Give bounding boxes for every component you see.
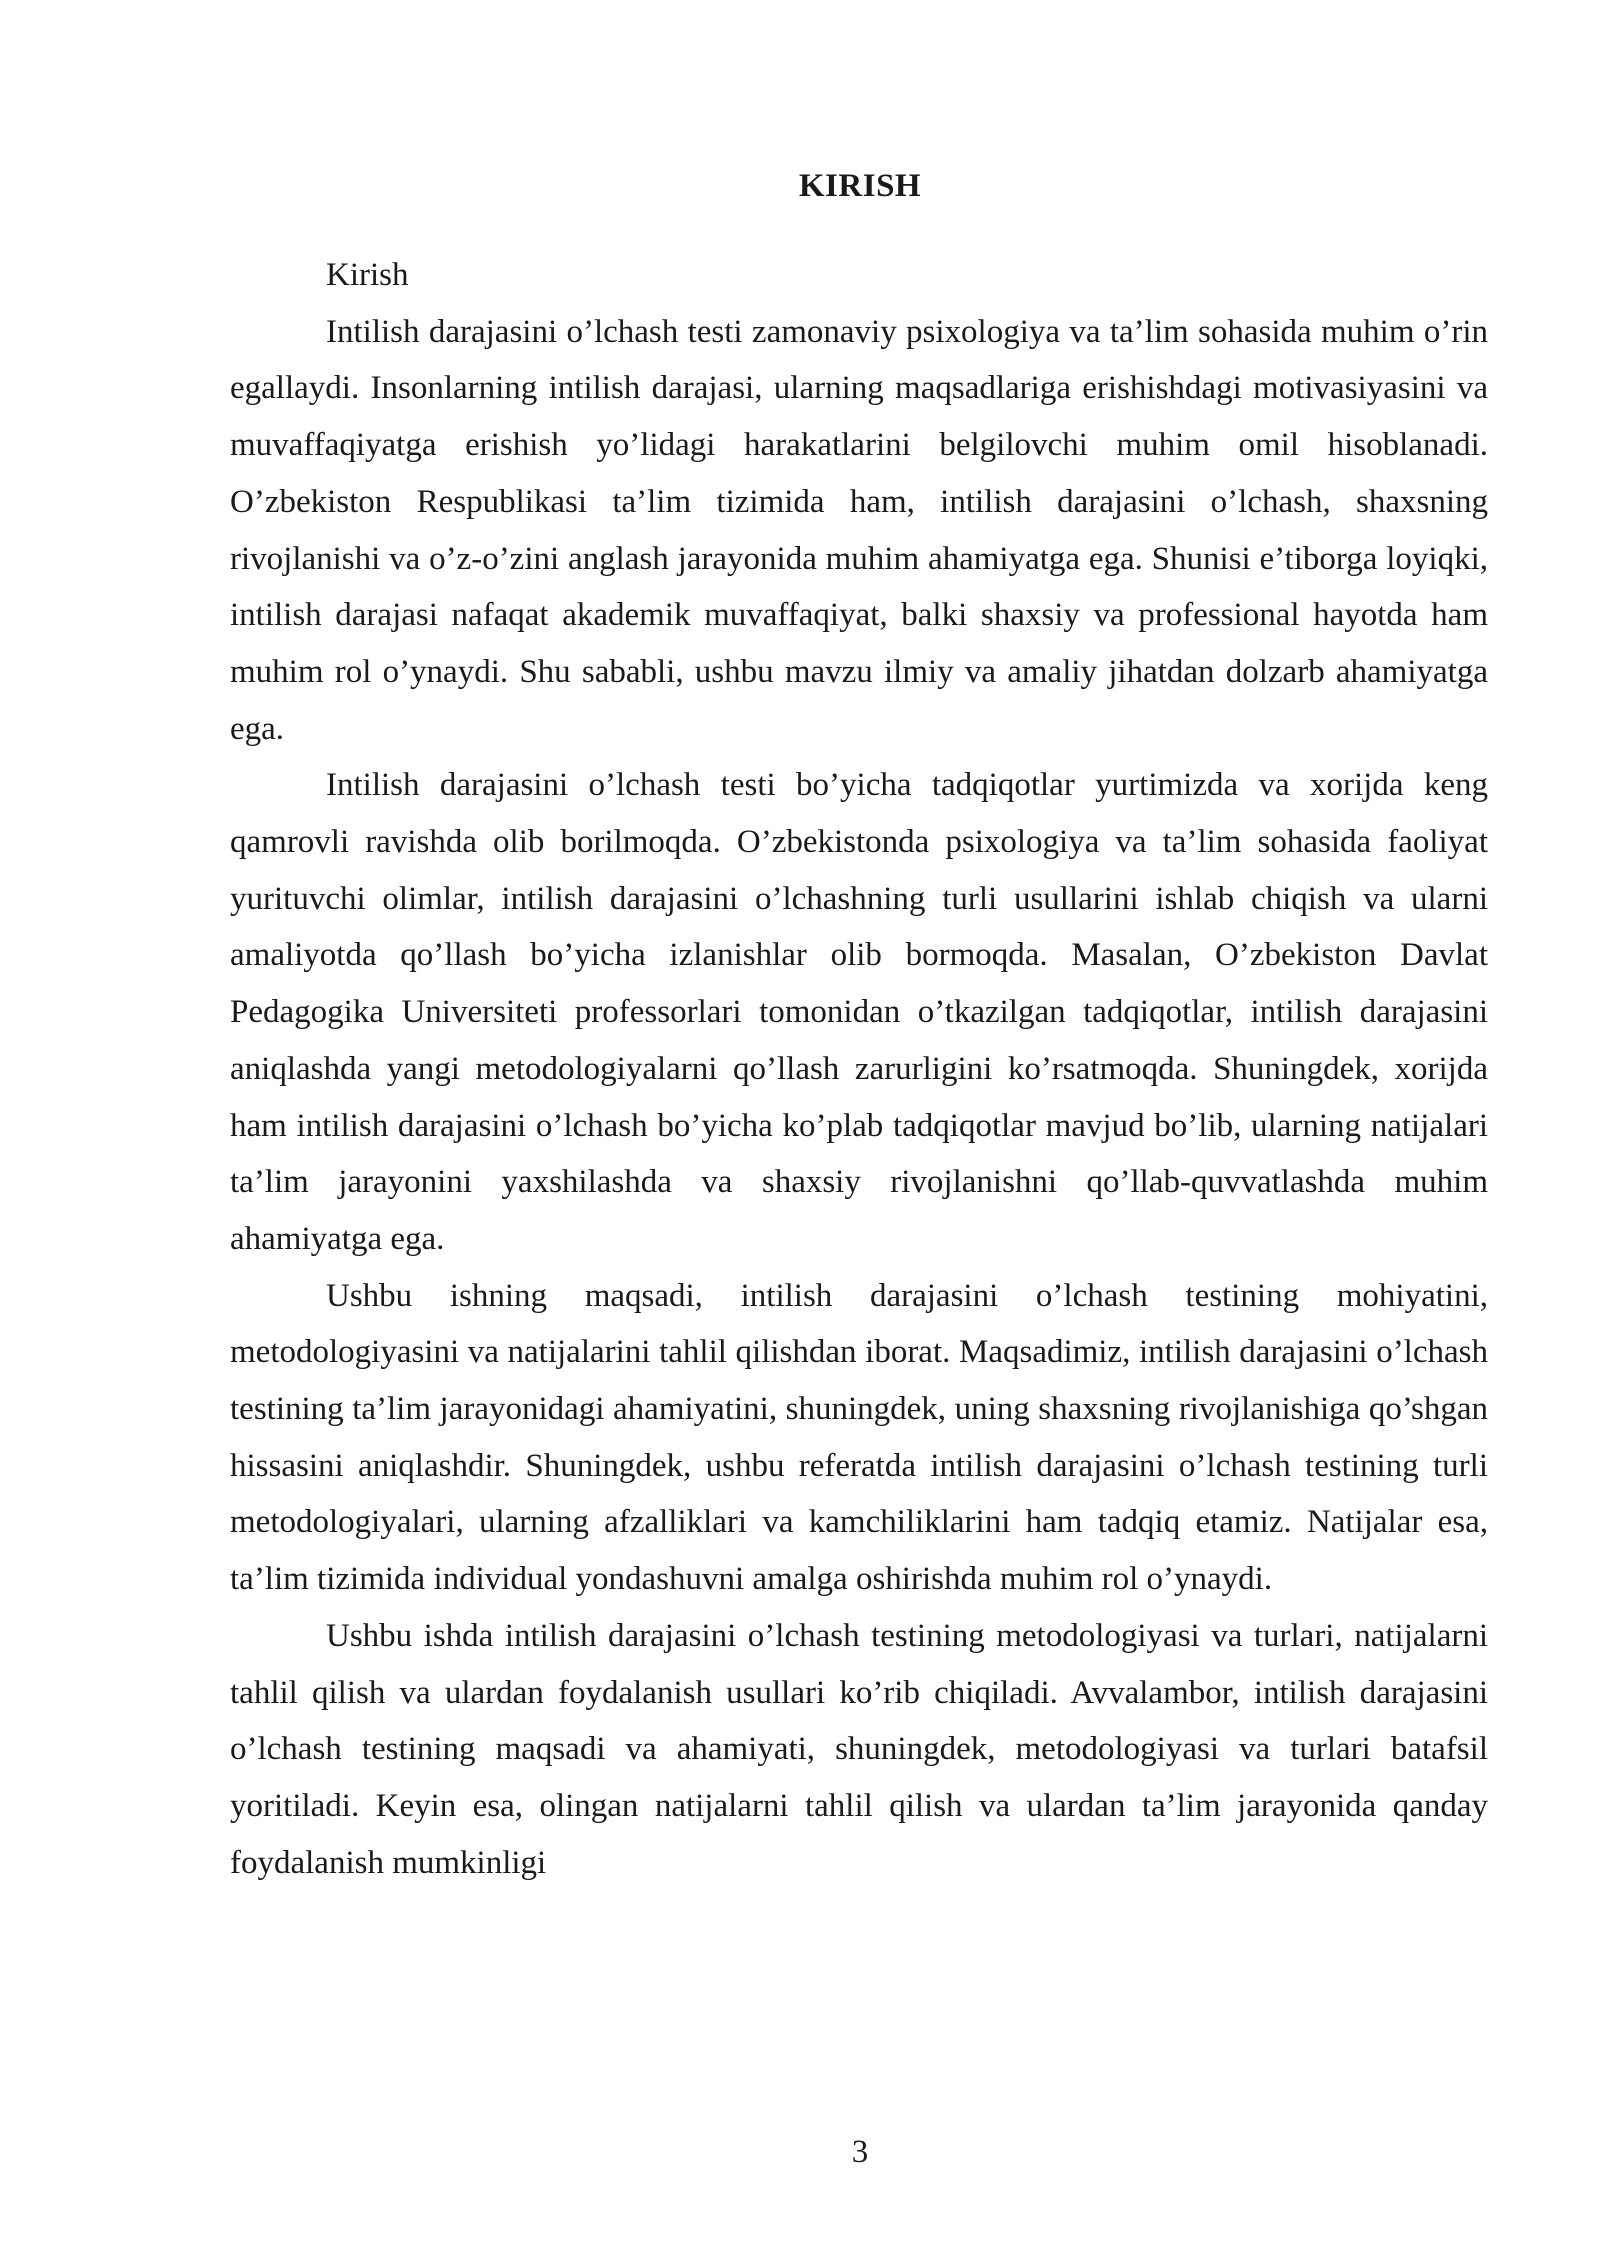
section-heading: KIRISH: [798, 168, 922, 204]
paragraph-1: Intilish darajasini o’lchash testi zamonaviy psixologiya va ta’lim sohasida muhim o’rin egallaydi. Insonlarning intilish darajasi, ularning maqsadlariga erishishdagi motivasiyasini va muvaffaqiyatga erishish yo’lidagi harakatlarini belgilovchi muhim omil hisoblanadi. O’zbekiston Respublikasi ta’lim tizimida ham, intilish darajasini o’lchash, shaxsning rivojlanishi va o’z-o’zini anglash jarayonida muhim ahamiyatga ega. Shunisi e’tiborga loyiqki, intilish darajasi nafaqat akademik muvaffaqiyat, balki shaxsiy va professional hayotda ham muhim rol o’ynaydi. Shu sababli, ushbu mavzu ilmiy va amaliy jihatdan dolzarb ahamiyatga ega.: [230, 313, 1488, 747]
paragraph-2: Intilish darajasini o’lchash testi bo’yicha tadqiqotlar yurtimizda va xorijda keng qamrovli ravishda olib borilmoqda. O’zbekistonda psixologiya va ta’lim sohasida faoliyat yurituvchi olimlar, intilish darajasini o’lchashning turli usullarini ishlab chiqish va ularni amaliyotda qo’llash bo’yicha izlanishlar olib bormoqda. Masalan, O’zbekiston Davlat Pedagogika Universiteti professorlari tomonidan o’tkazilgan tadqiqotlar, intilish darajasini aniqlashda yangi metodologiyalarni qo’llash zarurligini ko’rsatmoqda. Shuningdek, xorijda ham intilish darajasini o’lchash bo’yicha ko’plab tadqiqotlar mavjud bo’lib, ularning natijalari ta’lim jarayonini yaxshilashda va shaxsiy rivojlanishni qo’llab-quvvatlashda muhim ahamiyatga ega.: [230, 767, 1488, 1257]
subheading: Kirish: [326, 257, 409, 293]
paragraph-3: Ushbu ishning maqsadi, intilish darajasini o’lchash testining mohiyatini, metodologiyasini va natijalarini tahlil qilishdan iborat. Maqsadimiz, intilish darajasini o’lchash testining ta’lim jarayonidagi ahamiyatini, shuningdek, uning shaxsning rivojlanishiga qo’shgan hissasini aniqlashdir. Shuningdek, ushbu referatda intilish darajasini o’lchash testining turli metodologiyalari, ularning afzalliklari va kamchiliklarini ham tadqiq etamiz. Natijalar esa, ta’lim tizimida individual yondashuvni amalga oshirishda muhim rol o’ynaydi.: [230, 1277, 1488, 1598]
page-number: 3: [851, 2134, 869, 2170]
paragraph-4: Ushbu ishda intilish darajasini o’lchash testining metodologiyasi va turlari, natijalarni tahlil qilish va ulardan foydalanish usullari ko’rib chiqiladi. Avvalambor, intilish darajasini o’lchash testining maqsadi va ahamiyati, shuningdek, metodologiyasi va turlari batafsil yoritiladi. Keyin esa, olingan natijalarni tahlil qilish va ulardan ta’lim jarayonida qanday foydalanish mumkinligi: [230, 1617, 1488, 1881]
body-text: [230, 247, 1488, 1891]
